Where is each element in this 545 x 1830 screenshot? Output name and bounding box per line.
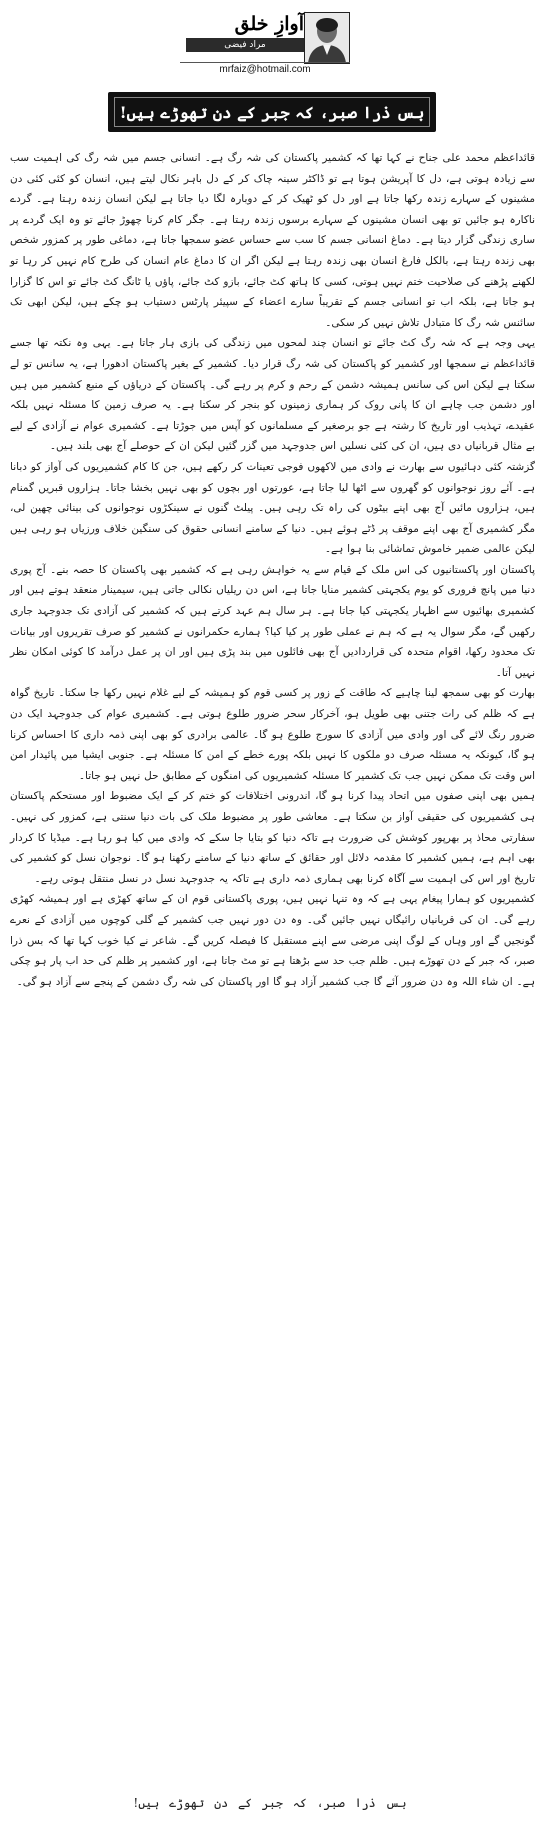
closing-line: بس ذرا صبر، کہ جبر کے دن تھوڑے ہیں! bbox=[133, 1796, 407, 1810]
column-name: آوازِ خلق bbox=[234, 13, 304, 35]
headline: بس ذرا صبر، کہ جبر کے دن تھوڑے ہیں! bbox=[114, 97, 430, 127]
paragraph: ہمیں بھی اپنی صفوں میں اتحاد پیدا کرنا ہو گا، اندرونی اختلافات کو ختم کر کے ایک مضبوط اور مستحکم پاکستان ہی کشمیریوں کی حقیقی آواز بن سکتا ہے۔ معاشی طور پر مضبوط ملک کی بات دنیا سنتی ہے، کمزور کی نہیں۔ سفارتی محاذ پر بھرپور کوشش کی ضرورت ہے تاکہ دنیا کو بتایا جا سکے کہ وادی میں کیا ہو رہا ہے۔ میڈیا کا کردار بھی اہم ہے، ہمیں کشمیر کا مقدمہ دلائل اور حقائق کے ساتھ دنیا کے سامنے رکھنا ہو گا۔ نوجوان نسل کو کشمیر کی تاریخ اور اس کی اہمیت سے آگاہ کرنا بھی ہماری ذمہ داری ہے تاکہ یہ جدوجہد نسل در نسل منتقل ہوتی رہے۔ bbox=[10, 790, 535, 885]
headline-banner bbox=[108, 92, 436, 132]
article-body bbox=[10, 148, 535, 992]
author-name: مراد فیضی bbox=[186, 38, 304, 52]
paragraph: قائداعظم محمد علی جناح نے کہا تھا کہ کشمیر پاکستان کی شہ رگ ہے۔ انسانی جسم میں شہ رگ کی اہمیت سب سے زیادہ ہوتی ہے، دل کا آپریشن ہوتا ہے تو ڈاکٹر سینہ چاک کر کے دل باہر نکال لیتے ہیں، انسان کو کئی کئی دن مشینوں کے سہارے زندہ رکھا جاتا ہے اور دل کو ٹھیک کر کے دوبارہ لگا دیا جاتا ہے لیکن انسان زندہ رہتا ہے۔ گردے ناکارہ ہو جائیں تو بھی انسان مشینوں کے سہارے برسوں زندہ رہتا ہے۔ جگر کام کرنا چھوڑ جائے تو وہ ایک گردے پر ساری زندگی گزار دیتا ہے۔ دماغ انسانی جسم کا سب سے حساس عضو سمجھا جاتا ہے، دماغی طور پر کمزور شخص بھی زندہ رہتا ہے، بالکل فارغ انسان بھی زندہ رہتا ہے لیکن اگر ان کا دماغ عام انسان کی طرح کام نہیں کر رہا تو لکھنے پڑھنے کی صلاحیت ختم نہیں ہوتی، کسی کا ہاتھ کٹ جائے، بازو کٹ جائے، پاؤں یا ٹانگ کٹ جائے تو اس کا گزارا ہو جاتا ہے، بلکہ اب تو انسانی جسم کے تقریباً سارے اعضاء کے سپیئر پارٹس دستیاب ہو چکے ہیں، لیکن ابھی تک سائنس شہ رگ کا متبادل تلاش نہیں کر سکی۔ bbox=[10, 152, 535, 329]
author-photo bbox=[304, 12, 350, 64]
paragraph: پاکستان اور پاکستانیوں کی اس ملک کے قیام سے یہ خواہش رہی ہے کہ کشمیر بھی پاکستان کا حصہ بنے۔ آج پوری دنیا میں پانچ فروری کو یوم یکجہتی کشمیر منایا جاتا ہے، اس دن ریلیاں نکالی جاتی ہیں، سیمینار منعقد ہوتے ہیں اور کشمیری بھائیوں سے اظہار یکجہتی کیا جاتا ہے۔ ہر سال ہم عہد کرتے ہیں کہ کشمیر کی آزادی تک جدوجہد جاری رکھیں گے، مگر سوال یہ ہے کہ ہم نے عملی طور پر کیا کیا؟ ہمارے حکمرانوں نے کشمیر کو صرف تقریروں اور بیانات تک محدود رکھا، اقوام متحدہ کی قراردادیں آج بھی فائلوں میں بند پڑی ہیں اور ان پر عمل درآمد کا کوئی امکان نظر نہیں آتا۔ bbox=[10, 563, 535, 679]
paragraph: یہی وجہ ہے کہ شہ رگ کٹ جائے تو انسان چند لمحوں میں زندگی کی بازی ہار جاتا ہے۔ یہی وہ نکتہ تھا جسے قائداعظم نے سمجھا اور کشمیر کو پاکستان کی شہ رگ قرار دیا۔ کشمیر کے بغیر پاکستان ادھورا ہے، یہ سانس تو لے سکتا ہے لیکن اس کی سانس ہمیشہ دشمن کے رحم و کرم پر رہے گی۔ پاکستان کے دریاؤں کے منبع کشمیر میں ہیں اور دشمن جب چاہے ان کا پانی روک کر ہماری زمینوں کو بنجر کر سکتا ہے۔ یہ صرف زمین کا مسئلہ نہیں بلکہ عقیدے، تہذیب اور تاریخ کا رشتہ ہے جو برصغیر کے مسلمانوں کو آپس میں جوڑتا ہے۔ کشمیری عوام نے آزادی کے لیے بے مثال قربانیاں دی ہیں، ان کی کئی نسلیں اس جدوجہد میں گزر گئیں لیکن ان کے حوصلے آج بھی بلند ہیں۔ bbox=[10, 337, 535, 453]
author-portrait-icon bbox=[305, 13, 349, 63]
paragraph: بھارت کو بھی سمجھ لینا چاہیے کہ طاقت کے زور پر کسی قوم کو ہمیشہ کے لیے غلام نہیں رکھا جا سکتا۔ تاریخ گواہ ہے کہ ظلم کی رات جتنی بھی طویل ہو، آخرکار سحر ضرور طلوع ہوتی ہے۔ کشمیری عوام کی جدوجہد ایک دن ضرور رنگ لائے گی اور وادی میں آزادی کا سورج طلوع ہو گا۔ عالمی برادری کو بھی اپنی ذمہ داری کا احساس کرنا ہو گا، کیونکہ یہ مسئلہ صرف دو ملکوں کا نہیں بلکہ پورے خطے کے امن کا مسئلہ ہے۔ جنوبی ایشیا میں پائیدار امن اس وقت تک ممکن نہیں جب تک کشمیر کا مسئلہ کشمیریوں کی امنگوں کے مطابق حل نہیں ہو جاتا۔ bbox=[10, 687, 535, 782]
paragraph: گزشتہ کئی دہائیوں سے بھارت نے وادی میں لاکھوں فوجی تعینات کر رکھے ہیں، جن کا کام کشمیریوں کی آواز کو دبانا ہے۔ آئے روز نوجوانوں کو گھروں سے اٹھا لیا جاتا ہے، عورتوں اور بچوں کو بھی نہیں بخشا جاتا۔ ہزاروں قبریں گمنام ہیں، ہزاروں مائیں آج بھی اپنے بیٹوں کی راہ تک رہی ہیں۔ پیلٹ گنوں نے سینکڑوں نوجوانوں کی بینائی چھین لی، مگر کشمیری آج بھی اپنے موقف پر ڈٹے ہوئے ہیں۔ دنیا کے سامنے انسانی حقوق کی سنگین خلاف ورزیاں ہو رہی ہیں لیکن عالمی ضمیر خاموش تماشائی بنا ہوا ہے۔ bbox=[10, 460, 535, 556]
paragraph: کشمیریوں کو ہمارا پیغام یہی ہے کہ وہ تنہا نہیں ہیں، پوری پاکستانی قوم ان کے ساتھ کھڑی ہے اور ہمیشہ کھڑی رہے گی۔ ان کی قربانیاں رائیگاں نہیں جائیں گی۔ وہ دن دور نہیں جب کشمیر کے گلی کوچوں میں آزادی کے نعرے گونجیں گے اور وہاں کے لوگ اپنی مرضی سے اپنے مستقبل کا فیصلہ کریں گے۔ شاعر نے کیا خوب کہا تھا کہ بس ذرا صبر، کہ جبر کے دن تھوڑے ہیں۔ ظلم جب حد سے بڑھتا ہے تو مٹ جاتا ہے، اور کشمیر پر ظلم کی حد اب پار ہو چکی ہے۔ ان شاء اللہ وہ دن ضرور آئے گا جب کشمیر آزاد ہو گا اور پاکستان کی شہ رگ دشمن کے پنجے سے آزاد ہو گی۔ bbox=[10, 893, 535, 988]
author-email: mrfaiz@hotmail.com bbox=[180, 62, 350, 75]
